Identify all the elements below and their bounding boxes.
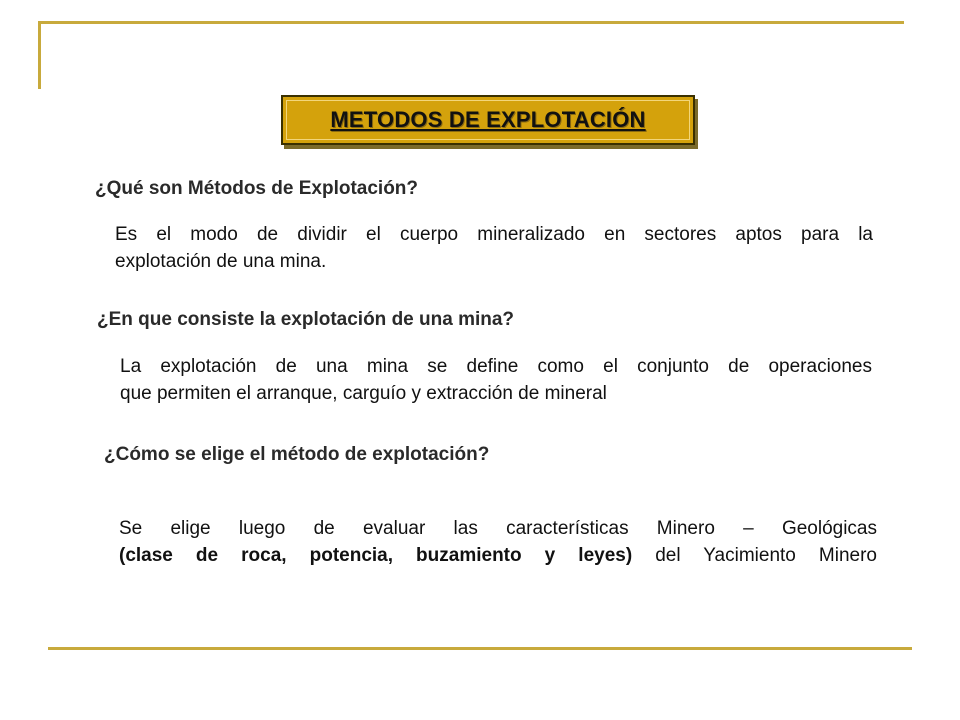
- question-1: ¿Qué son Métodos de Explotación?: [95, 178, 419, 199]
- answer-3-line-2: [119, 542, 877, 569]
- answer-2-line-1: La explotación de una mina se define como el conjunto de operaciones: [120, 356, 872, 377]
- left-decorative-rule: [38, 21, 41, 89]
- answer-1: [115, 221, 873, 275]
- slide-title: METODOS DE EXPLOTACIÓN: [330, 107, 646, 132]
- answer-3: [119, 515, 877, 569]
- bottom-decorative-rule: [48, 647, 912, 650]
- answer-2-line-2: que permiten el arranque, carguío y extracción de mineral: [120, 383, 607, 404]
- question-2: ¿En que consiste la explotación de una mina?: [97, 309, 515, 330]
- answer-3-line-1: Se elige luego de evaluar las características Minero – Geológicas: [119, 518, 877, 539]
- top-decorative-rule: [38, 21, 904, 24]
- answer-3-rest: del Yacimiento Minero: [632, 545, 877, 566]
- answer-1-line-2: explotación de una mina.: [115, 251, 327, 272]
- answer-1-line-1: Es el modo de dividir el cuerpo mineralizado en sectores aptos para la: [115, 224, 873, 245]
- answer-2: [120, 353, 872, 407]
- answer-3-bold-phrase: (clase de roca, potencia, buzamiento y leyes): [119, 545, 633, 566]
- title-banner: [281, 95, 695, 145]
- question-3: ¿Cómo se elige el método de explotación?: [104, 444, 490, 465]
